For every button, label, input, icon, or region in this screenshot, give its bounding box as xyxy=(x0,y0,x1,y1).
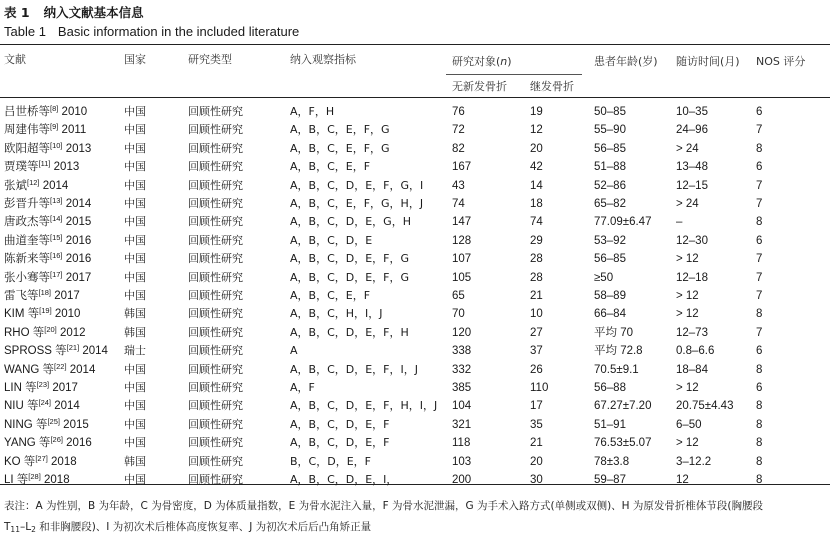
cell-followup: 20.75±4.43 xyxy=(676,400,734,413)
cell-reference: [27] xyxy=(35,453,48,463)
cell-study-type: 回顾性研究 xyxy=(188,178,243,192)
cell-age: 67.27±7.20 xyxy=(594,400,652,413)
cell-year: 2015 xyxy=(65,216,92,229)
cell-reference: [9] xyxy=(50,122,59,132)
cell-reference: [11] xyxy=(38,159,51,169)
cell-author: NIU 等 xyxy=(4,400,39,413)
cell-no-new-fracture: 332 xyxy=(452,363,472,376)
cell-reference: [28] xyxy=(28,472,41,481)
cell-literature xyxy=(4,455,77,469)
cell-author: 欧阳超等 xyxy=(4,142,50,155)
cell-literature xyxy=(4,326,86,340)
cell-literature xyxy=(4,160,79,174)
cell-secondary-fracture: 20 xyxy=(530,142,543,155)
cell-age: ≥50 xyxy=(594,271,614,284)
cell-nos: 6 xyxy=(756,161,763,174)
cell-author: 曲道奎等 xyxy=(4,234,50,247)
cell-followup: > 24 xyxy=(676,198,699,210)
cell-secondary-fracture: 12 xyxy=(530,124,543,137)
cell-literature xyxy=(4,105,87,119)
cell-year: 2012 xyxy=(59,326,86,339)
cell-no-new-fracture: 104 xyxy=(452,400,472,413)
cell-age: 76.53±5.07 xyxy=(594,437,652,450)
cell-followup: 12–73 xyxy=(676,326,708,339)
cell-country: 中国 xyxy=(124,417,146,431)
cell-indicators: A，B，C，E，F xyxy=(290,289,371,302)
cell-nos: 8 xyxy=(756,418,763,431)
cell-country: 韩国 xyxy=(124,325,146,339)
cell-study-type: 回顾性研究 xyxy=(188,307,243,321)
cell-year: 2017 xyxy=(54,290,80,302)
cell-no-new-fracture: 385 xyxy=(452,382,472,394)
cell-followup: 12 xyxy=(676,474,689,486)
cell-reference: [24] xyxy=(38,398,52,408)
cell-nos: 6 xyxy=(756,345,763,358)
cell-indicators: A，B，C，D，E，F xyxy=(290,417,390,431)
cell-country: 瑞士 xyxy=(124,344,146,358)
cell-literature xyxy=(4,123,86,137)
cell-age: 平均 72.8 xyxy=(594,345,643,358)
table-title-en: Basic information in the included literature xyxy=(57,24,300,39)
cell-no-new-fracture: 321 xyxy=(452,418,472,431)
cell-secondary-fracture: 26 xyxy=(530,363,543,376)
cell-no-new-fracture: 338 xyxy=(452,345,472,358)
cell-indicators: A，B，C，D，E，F，I，J xyxy=(290,362,418,376)
cell-author: KO 等 xyxy=(4,455,36,468)
table-note-line-2 xyxy=(4,517,828,538)
cell-no-new-fracture: 43 xyxy=(452,179,465,192)
cell-study-type: 回顾性研究 xyxy=(188,362,243,376)
cell-nos: 8 xyxy=(756,455,763,468)
cell-secondary-fracture: 42 xyxy=(530,161,543,174)
cell-year: 2011 xyxy=(61,124,87,137)
cell-no-new-fracture: 76 xyxy=(452,106,465,118)
cell-indicators: A，B，C，D，E，F，G xyxy=(290,252,410,266)
cell-study-type: 回顾性研究 xyxy=(188,197,243,210)
header-subjects-label: 研究对象( xyxy=(452,55,501,68)
cell-followup: 12–30 xyxy=(676,234,708,247)
cell-reference: [17] xyxy=(50,269,63,279)
cell-secondary-fracture: 27 xyxy=(530,326,543,339)
cell-literature xyxy=(4,344,108,358)
cell-study-type: 回顾性研究 xyxy=(188,436,243,450)
cell-no-new-fracture: 118 xyxy=(452,437,471,450)
table-caption-zh xyxy=(4,3,144,21)
cell-author: 陈新来等 xyxy=(4,253,50,266)
cell-study-type: 回顾性研究 xyxy=(188,381,243,394)
cell-secondary-fracture: 14 xyxy=(530,179,543,192)
header-secondary-fracture: 继发骨折 xyxy=(530,80,574,93)
cell-indicators: B，C，D，E，F xyxy=(290,454,371,468)
table-top-rule xyxy=(0,44,830,45)
cell-secondary-fracture: 19 xyxy=(530,106,543,118)
cell-followup: 6–50 xyxy=(676,418,702,431)
cell-followup: > 12 xyxy=(676,382,699,394)
cell-nos: 8 xyxy=(756,308,763,321)
cell-reference: [12] xyxy=(27,177,40,187)
cell-country: 中国 xyxy=(124,141,146,155)
cell-author: 雷飞等 xyxy=(4,290,39,302)
cell-author: YANG 等 xyxy=(4,437,51,450)
cell-year: 2014 xyxy=(65,198,92,210)
cell-age: 56–88 xyxy=(594,382,626,394)
cell-age: 52–86 xyxy=(594,179,626,192)
header-no-new-fracture: 无新发骨折 xyxy=(452,80,507,93)
cell-country: 中国 xyxy=(124,270,146,284)
cell-country: 中国 xyxy=(124,160,146,174)
cell-secondary-fracture: 18 xyxy=(530,198,543,210)
cell-age: 51–91 xyxy=(594,418,626,431)
cell-followup: > 12 xyxy=(676,437,699,450)
cell-year: 2016 xyxy=(66,437,92,450)
subjects-subheader-rule xyxy=(446,74,582,75)
cell-followup: 12–18 xyxy=(676,271,708,284)
cell-author: KIM 等 xyxy=(4,308,40,321)
cell-secondary-fracture: 29 xyxy=(530,234,543,247)
note-vertebra-l: L xyxy=(25,521,32,533)
cell-indicators: A，F xyxy=(290,381,315,394)
cell-year: 2016 xyxy=(65,253,92,266)
cell-author: 张小骞等 xyxy=(4,271,50,284)
cell-study-type: 回顾性研究 xyxy=(188,473,243,486)
cell-age: 50–85 xyxy=(594,106,626,118)
cell-secondary-fracture: 35 xyxy=(530,418,543,431)
cell-country: 中国 xyxy=(124,362,146,376)
cell-country: 中国 xyxy=(124,252,146,266)
cell-age: 51–88 xyxy=(594,161,626,174)
cell-no-new-fracture: 105 xyxy=(452,271,472,284)
cell-study-type: 回顾性研究 xyxy=(188,141,243,155)
cell-secondary-fracture: 20 xyxy=(530,455,543,468)
cell-secondary-fracture: 17 xyxy=(530,400,543,413)
cell-secondary-fracture: 10 xyxy=(530,308,543,321)
table-label-zh: 表 1 xyxy=(4,5,30,20)
cell-author: NING 等 xyxy=(4,418,48,431)
cell-year: 2018 xyxy=(44,474,70,486)
cell-author: 吕世桥等 xyxy=(4,106,50,118)
cell-reference: [19] xyxy=(39,306,52,316)
cell-study-type: 回顾性研究 xyxy=(188,233,243,247)
table-title-zh: 纳入文献基本信息 xyxy=(43,5,144,20)
cell-age: 55–90 xyxy=(594,124,626,137)
cell-secondary-fracture: 28 xyxy=(530,253,543,266)
header-subjects-n: n xyxy=(500,55,508,68)
cell-year: 2016 xyxy=(65,234,92,247)
cell-reference: [15] xyxy=(50,232,63,242)
cell-indicators: A，B，C，D，E，F，G，I xyxy=(290,178,424,192)
cell-no-new-fracture: 70 xyxy=(452,308,465,321)
note-vertebra-l-sub: 2 xyxy=(31,525,36,534)
cell-author: 唐政杰等 xyxy=(4,216,50,229)
cell-no-new-fracture: 103 xyxy=(452,455,472,468)
cell-year: 2010 xyxy=(61,106,88,118)
cell-literature xyxy=(4,418,89,432)
header-country: 国家 xyxy=(124,53,146,66)
cell-indicators: A，B，C，E，F，G xyxy=(290,123,390,137)
cell-age: 66–84 xyxy=(594,308,626,321)
cell-author: 周建伟等 xyxy=(4,124,50,137)
cell-no-new-fracture: 128 xyxy=(452,234,472,247)
cell-nos: 6 xyxy=(756,234,763,247)
cell-author: 张斌 xyxy=(4,179,27,192)
header-followup: 随访时间(月) xyxy=(676,55,740,68)
cell-indicators: A，B，C，D，E xyxy=(290,233,373,247)
cell-author: LIN 等 xyxy=(4,382,37,394)
cell-nos: 7 xyxy=(756,179,763,192)
cell-age: 65–82 xyxy=(594,198,626,210)
cell-author: WANG 等 xyxy=(4,363,55,376)
cell-nos: 7 xyxy=(756,124,763,137)
cell-followup: 18–84 xyxy=(676,363,708,376)
cell-country: 中国 xyxy=(124,233,146,247)
cell-reference: [26] xyxy=(50,435,63,445)
cell-literature xyxy=(4,142,91,156)
cell-year: 2013 xyxy=(53,161,80,174)
cell-nos: 7 xyxy=(756,198,763,210)
cell-age: 78±3.8 xyxy=(594,455,630,468)
cell-country: 中国 xyxy=(124,178,146,192)
cell-no-new-fracture: 107 xyxy=(452,253,472,266)
cell-nos: 6 xyxy=(756,106,763,118)
cell-country: 中国 xyxy=(124,105,146,118)
cell-literature xyxy=(4,381,78,395)
cell-no-new-fracture: 120 xyxy=(452,326,472,339)
cell-study-type: 回顾性研究 xyxy=(188,215,243,229)
cell-author: LI 等 xyxy=(4,474,29,486)
cell-literature xyxy=(4,197,91,211)
cell-secondary-fracture: 74 xyxy=(530,216,543,229)
cell-followup: 3–12.2 xyxy=(676,455,712,468)
table-note xyxy=(4,496,828,538)
note-range-dash: – xyxy=(19,521,26,533)
cell-country: 中国 xyxy=(124,473,146,486)
cell-country: 中国 xyxy=(124,215,146,229)
cell-nos: 8 xyxy=(756,216,763,229)
cell-study-type: 回顾性研究 xyxy=(188,289,243,302)
cell-year: 2017 xyxy=(65,271,92,284)
cell-study-type: 回顾性研究 xyxy=(188,325,243,339)
cell-reference: [25] xyxy=(47,416,60,426)
cell-year: 2013 xyxy=(65,142,92,155)
cell-country: 中国 xyxy=(124,436,146,450)
header-literature: 文献 xyxy=(4,53,26,66)
cell-age: 56–85 xyxy=(594,253,626,266)
cell-literature xyxy=(4,289,80,303)
cell-year: 2017 xyxy=(52,382,78,394)
cell-country: 中国 xyxy=(124,381,146,394)
cell-no-new-fracture: 147 xyxy=(452,216,472,229)
cell-nos: 7 xyxy=(756,326,763,339)
note-line-2-rest: 和非胸腰段)、I 为初次术后椎体高度恢复率、J 为初次术后后凸角矫正量 xyxy=(35,521,372,533)
cell-followup: 13–48 xyxy=(676,161,708,174)
cell-country: 韩国 xyxy=(124,454,146,468)
cell-country: 中国 xyxy=(124,123,146,137)
header-nos: NOS 评分 xyxy=(756,55,806,68)
cell-indicators: A，F，H xyxy=(290,105,335,118)
cell-no-new-fracture: 74 xyxy=(452,198,465,210)
cell-age: 56–85 xyxy=(594,142,626,155)
cell-secondary-fracture: 110 xyxy=(530,382,549,394)
header-subjects-close: ) xyxy=(507,55,512,68)
cell-reference: [14] xyxy=(50,214,63,224)
cell-nos: 8 xyxy=(756,400,763,413)
cell-nos: 6 xyxy=(756,382,763,394)
cell-year: 2014 xyxy=(69,363,96,376)
cell-secondary-fracture: 21 xyxy=(530,290,543,302)
cell-literature xyxy=(4,436,92,450)
cell-study-type: 回顾性研究 xyxy=(188,123,243,137)
cell-study-type: 回顾性研究 xyxy=(188,105,243,118)
cell-study-type: 回顾性研究 xyxy=(188,454,243,468)
cell-year: 2018 xyxy=(51,455,77,468)
cell-indicators: A xyxy=(290,344,298,358)
cell-age: 53–92 xyxy=(594,234,626,247)
cell-age: 77.09±6.47 xyxy=(594,216,652,229)
cell-indicators: A，B，C，D，E，G，H xyxy=(290,215,411,229)
cell-age: 平均 70 xyxy=(594,326,633,339)
cell-followup: > 24 xyxy=(676,142,699,155)
cell-reference: [20] xyxy=(44,324,57,334)
cell-followup: 12–15 xyxy=(676,179,708,192)
cell-year: 2010 xyxy=(54,308,81,321)
cell-author: SPROSS 等 xyxy=(4,345,67,358)
cell-secondary-fracture: 30 xyxy=(530,474,543,486)
cell-country: 中国 xyxy=(124,399,146,413)
cell-year: 2014 xyxy=(54,400,80,413)
cell-followup: > 12 xyxy=(676,308,699,321)
cell-indicators: A，B，C，D，E，F，G xyxy=(290,270,410,284)
cell-indicators: A，B，C，D，E，I， xyxy=(290,473,398,486)
cell-age: 70.5±9.1 xyxy=(594,363,639,376)
cell-author: RHO 等 xyxy=(4,326,45,339)
header-subjects xyxy=(452,55,512,69)
cell-author: 贾璞等 xyxy=(4,161,39,174)
cell-literature xyxy=(4,473,70,487)
header-study-type: 研究类型 xyxy=(188,53,232,66)
cell-literature xyxy=(4,179,68,193)
cell-country: 中国 xyxy=(124,197,146,210)
cell-country: 韩国 xyxy=(124,307,146,321)
cell-indicators: A，B，C，D，E，F，H xyxy=(290,325,409,339)
cell-indicators: A，B，C，E，F，G xyxy=(290,141,390,155)
header-age: 患者年龄(岁) xyxy=(594,55,658,68)
cell-literature xyxy=(4,307,80,321)
cell-literature xyxy=(4,271,91,285)
cell-secondary-fracture: 37 xyxy=(530,345,543,358)
cell-year: 2014 xyxy=(42,179,69,192)
cell-year: 2015 xyxy=(63,418,89,431)
cell-reference: [22] xyxy=(54,361,67,371)
note-vertebra-t: T xyxy=(4,521,11,533)
cell-literature xyxy=(4,215,91,229)
cell-year: 2014 xyxy=(82,345,108,358)
cell-nos: 8 xyxy=(756,363,763,376)
cell-nos: 7 xyxy=(756,290,763,302)
cell-study-type: 回顾性研究 xyxy=(188,270,243,284)
table-header-rule xyxy=(0,97,830,98)
cell-nos: 8 xyxy=(756,437,763,450)
cell-nos: 8 xyxy=(756,142,763,155)
cell-literature xyxy=(4,399,80,413)
cell-age: 58–89 xyxy=(594,290,626,302)
cell-reference: [10] xyxy=(50,140,63,150)
cell-country: 中国 xyxy=(124,289,146,302)
cell-study-type: 回顾性研究 xyxy=(188,399,243,413)
cell-no-new-fracture: 200 xyxy=(452,474,472,486)
cell-followup: > 12 xyxy=(676,290,699,302)
table-caption-en xyxy=(4,24,299,39)
cell-literature xyxy=(4,363,95,377)
cell-age: 59–87 xyxy=(594,474,626,486)
cell-nos: 7 xyxy=(756,271,763,284)
cell-no-new-fracture: 72 xyxy=(452,124,465,137)
cell-followup: > 12 xyxy=(676,253,699,266)
cell-literature xyxy=(4,252,91,266)
table-note-line-1: 表注：A 为性别，B 为年龄，C 为骨密度，D 为体质量指数，E 为骨水泥注入量，F 为骨水泥泄漏，G 为手术入路方式(单侧或双侧)、H 为原发骨折椎体节段(胸腰段 xyxy=(4,500,763,512)
cell-nos: 8 xyxy=(756,474,763,486)
cell-secondary-fracture: 21 xyxy=(530,437,543,450)
cell-indicators: A，B，C，H，I，J xyxy=(290,307,383,321)
cell-indicators: A，B，C，D，E，F，H，I，J xyxy=(290,399,438,413)
cell-reference: [16] xyxy=(50,251,63,261)
cell-reference: [8] xyxy=(50,104,59,113)
cell-followup: 10–35 xyxy=(676,106,708,118)
cell-study-type: 回顾性研究 xyxy=(188,344,243,358)
cell-no-new-fracture: 65 xyxy=(452,290,465,302)
table-label-en: Table 1 xyxy=(4,24,46,39)
note-vertebra-t-sub: 11 xyxy=(10,525,20,534)
cell-indicators: A，B，C，D，E，F xyxy=(290,436,390,450)
cell-author: 彭晋升等 xyxy=(4,198,50,210)
cell-reference: [23] xyxy=(36,380,50,389)
cell-followup: 24–96 xyxy=(676,124,708,137)
cell-indicators: A，B，C，E，F，G，H，J xyxy=(290,197,424,210)
cell-reference: [13] xyxy=(50,196,63,205)
cell-indicators: A，B，C，E，F xyxy=(290,160,371,174)
cell-secondary-fracture: 28 xyxy=(530,271,543,284)
cell-followup: – xyxy=(676,216,683,229)
cell-reference: [18] xyxy=(38,288,52,297)
cell-study-type: 回顾性研究 xyxy=(188,252,243,266)
cell-study-type: 回顾性研究 xyxy=(188,160,243,174)
cell-literature xyxy=(4,234,91,248)
cell-no-new-fracture: 167 xyxy=(452,161,472,174)
header-indicators: 纳入观察指标 xyxy=(290,53,356,66)
cell-study-type: 回顾性研究 xyxy=(188,417,243,431)
cell-reference: [21] xyxy=(66,343,80,353)
cell-no-new-fracture: 82 xyxy=(452,142,465,155)
cell-followup: 0.8–6.6 xyxy=(676,345,715,358)
cell-nos: 7 xyxy=(756,253,763,266)
